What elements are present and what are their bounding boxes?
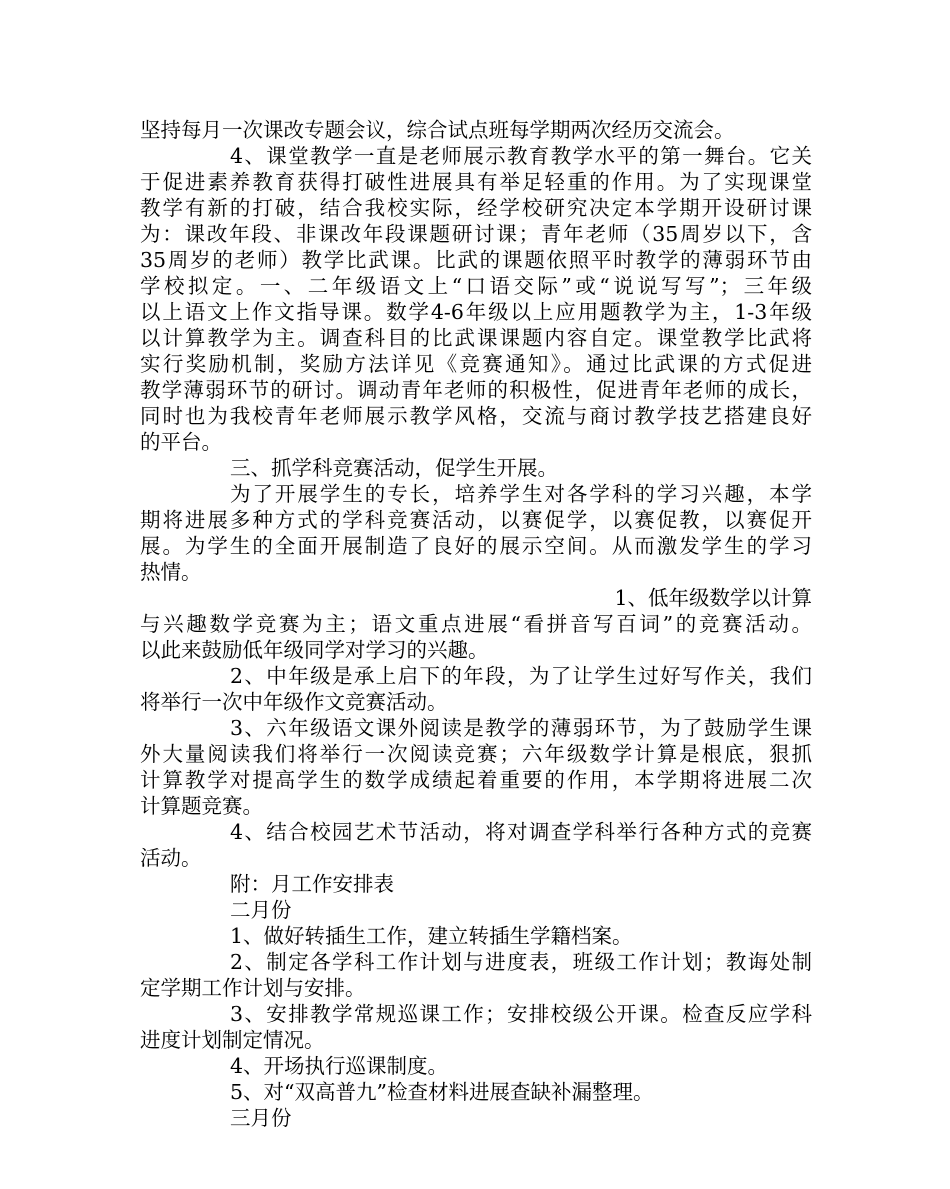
text-line: 4、结合校园艺术节活动，将对调查学科举行各种方式的竞赛	[230, 820, 812, 844]
text-line: 与兴趣数学竞赛为主；语文重点进展“看拼音写百词”的竞赛活动。	[140, 612, 812, 636]
text-line: 1、做好转插生工作，建立转插生学籍档案。	[230, 924, 633, 948]
text-line: 以此来鼓励低年级同学对学习的兴趣。	[140, 638, 489, 662]
text-line: 为：课改年段、非课改年段课题研讨课；青年老师（35周岁以下，含	[140, 222, 812, 246]
section-heading: 三、抓学科竞赛活动，促学生开展。	[230, 456, 558, 480]
text-line: 3、安排教学常规巡课工作；安排校级公开课。检查反应学科	[230, 1002, 812, 1026]
text-line: 于促进素养教育获得打破性进展具有举足轻重的作用。为了实现课堂	[140, 170, 812, 194]
text-line: 的平台。	[140, 430, 222, 454]
month-heading: 三月份	[230, 1106, 292, 1130]
month-heading: 二月份	[230, 898, 292, 922]
text-line: 2、中年级是承上启下的年段，为了让学生过好写作关，我们	[230, 664, 812, 688]
text-line: 实行奖励机制，奖励方法详见《竞赛通知》。通过比武课的方式促进	[140, 352, 812, 376]
text-line: 为了开展学生的专长，培养学生对各学科的学习兴趣，本学	[230, 482, 812, 506]
text-line: 4、开场执行巡课制度。	[230, 1054, 449, 1078]
text-line: 活动。	[140, 846, 202, 870]
text-line: 教学薄弱环节的研讨。调动青年老师的积极性，促进青年老师的成长，	[140, 378, 812, 402]
appendix-heading: 附：月工作安排表	[230, 872, 394, 896]
text-line: 定学期工作计划与安排。	[140, 976, 366, 1000]
text-line: 计算教学对提高学生的数学成绩起着重要的作用，本学期将进展二次	[140, 768, 812, 792]
text-line: 5、对“双高普九”检查材料进展查缺补漏整理。	[230, 1080, 654, 1104]
text-line: 3、六年级语文课外阅读是教学的薄弱环节，为了鼓励学生课	[230, 716, 812, 740]
text-line: 学校拟定。一、二年级语文上“口语交际”或“说说写写”；三年级	[140, 274, 812, 298]
text-line: 进度计划制定情况。	[140, 1028, 325, 1052]
text-line: 35周岁的老师）教学比武课。比武的课题依照平时教学的薄弱环节由	[140, 248, 812, 272]
text-line: 期将进展多种方式的学科竞赛活动，以赛促学，以赛促教，以赛促开	[140, 508, 812, 532]
text-line: 同时也为我校青年老师展示教学风格，交流与商讨教学技艺搭建良好	[140, 404, 812, 428]
text-line: 4、课堂教学一直是老师展示教育教学水平的第一舞台。它关	[230, 144, 812, 168]
text-line: 1、低年级数学以计算	[614, 586, 812, 610]
text-line: 2、制定各学科工作计划与进度表，班级工作计划；教诲处制	[230, 950, 812, 974]
text-line: 计算题竞赛。	[140, 794, 263, 818]
text-line: 坚持每月一次课改专题会议，综合试点班每学期两次经历交流会。	[140, 118, 735, 142]
text-line: 以上语文上作文指导课。数学4-6年级以上应用题教学为主，1-3年级	[140, 300, 812, 324]
text-line: 展。为学生的全面开展制造了良好的展示空间。从而激发学生的学习	[140, 534, 812, 558]
text-line: 以计算教学为主。调查科目的比武课课题内容自定。课堂教学比武将	[140, 326, 812, 350]
text-line: 外大量阅读我们将举行一次阅读竞赛；六年级数学计算是根底，狠抓	[140, 742, 812, 766]
text-line: 热情。	[140, 560, 202, 584]
text-line: 教学有新的打破，结合我校实际，经学校研究决定本学期开设研讨课	[140, 196, 812, 220]
text-line: 将举行一次中年级作文竞赛活动。	[140, 690, 448, 714]
